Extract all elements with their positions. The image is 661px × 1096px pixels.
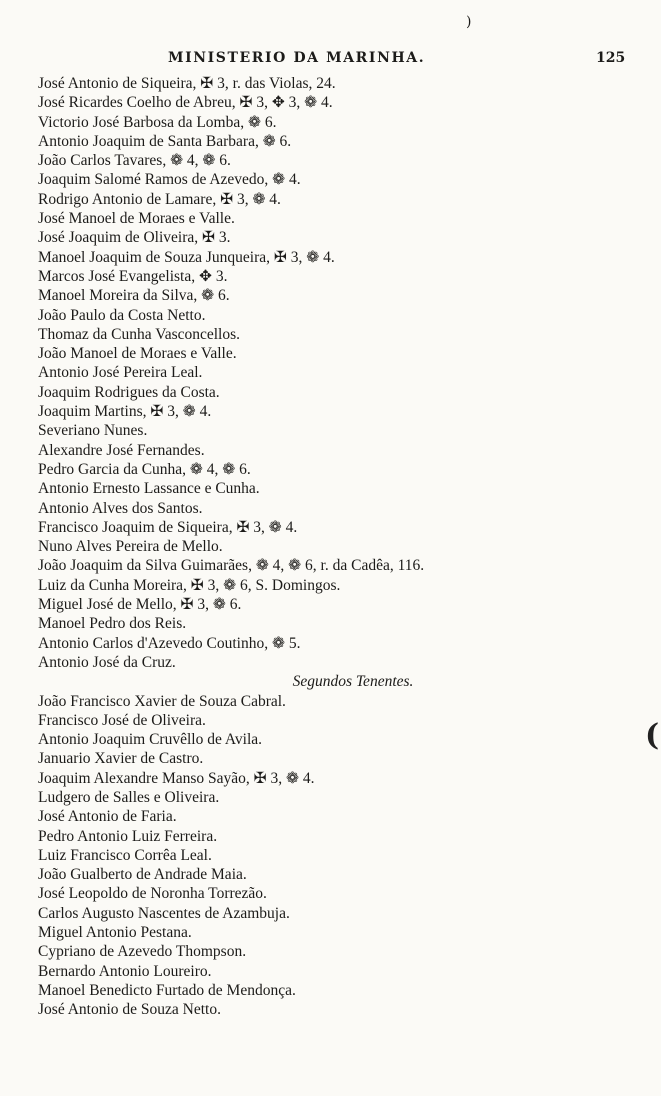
list-item: Rodrigo Antonio de Lamare, ✠ 3, ❁ 4. xyxy=(38,190,281,208)
list-item: Januario Xavier de Castro. xyxy=(38,750,204,768)
list-item: Antonio José da Cruz. xyxy=(38,653,176,671)
list-item: Alexandre José Fernandes. xyxy=(38,441,205,459)
list-item: Francisco José de Oliveira. xyxy=(38,711,206,729)
list-item: Joaquim Rodrigues da Costa. xyxy=(38,383,220,401)
list-item: Antonio Ernesto Lassance e Cunha. xyxy=(38,480,260,498)
list-item: Antonio Joaquim de Santa Barbara, ❁ 6. xyxy=(38,132,292,150)
list-item: José Antonio de Siqueira, ✠ 3, r. das Violas, 24. xyxy=(38,75,336,92)
list-item: João Francisco Xavier de Souza Cabral. xyxy=(38,692,286,710)
list-item: José Leopoldo de Noronha Torrezão. xyxy=(38,885,267,903)
page-header xyxy=(0,50,661,72)
list-item: José Manoel de Moraes e Valle. xyxy=(38,210,235,228)
list-item: José Antonio de Faria. xyxy=(38,808,177,826)
list-item: Thomaz da Cunha Vasconcellos. xyxy=(38,325,241,343)
running-title: MINISTERIO DA MARINHA. xyxy=(168,50,426,66)
list-item: José Ricardes Coelho de Abreu, ✠ 3, ✥ 3, ❁ 4. xyxy=(38,94,333,112)
margin-mark: ( xyxy=(645,718,660,753)
list-item: Marcos José Evangelista, ✥ 3. xyxy=(38,267,228,285)
list-item: Miguel Antonio Pestana. xyxy=(38,924,192,942)
officer-list xyxy=(38,74,638,1020)
list-item: João Carlos Tavares, ❁ 4, ❁ 6. xyxy=(38,152,231,170)
list-item: Cypriano de Azevedo Thompson. xyxy=(38,943,247,961)
list-item: Pedro Antonio Luiz Ferreira. xyxy=(38,827,218,845)
list-item: Manoel Pedro dos Reis. xyxy=(38,615,187,633)
list-item: José Antonio de Souza Netto. xyxy=(38,1001,221,1019)
list-item: Carlos Augusto Nascentes de Azambuja. xyxy=(38,904,290,922)
list-item: Luiz da Cunha Moreira, ✠ 3, ❁ 6, S. Domingos. xyxy=(38,576,341,594)
list-item: Joaquim Alexandre Manso Sayão, ✠ 3, ❁ 4. xyxy=(38,769,315,787)
list-item: Victorio José Barbosa da Lomba, ❁ 6. xyxy=(38,113,277,131)
list-item: Manoel Joaquim de Souza Junqueira, ✠ 3, ❁ 4. xyxy=(38,248,335,266)
list-item: João Manoel de Moraes e Valle. xyxy=(38,345,237,363)
list-item: Antonio José Pereira Leal. xyxy=(38,364,203,382)
list-item: Manoel Moreira da Silva, ❁ 6. xyxy=(38,287,230,305)
page-number: 125 xyxy=(596,50,626,66)
list-item: Luiz Francisco Corrêa Leal. xyxy=(38,846,212,864)
list-item: Ludgero de Salles e Oliveira. xyxy=(38,788,220,806)
section-heading: Segundos Tenentes. xyxy=(292,673,414,691)
list-item: João Gualberto de Andrade Maia. xyxy=(38,866,247,884)
list-item: Antonio Alves dos Santos. xyxy=(38,499,203,517)
list-item: Miguel José de Mello, ✠ 3, ❁ 6. xyxy=(38,596,242,614)
list-item: José Joaquim de Oliveira, ✠ 3. xyxy=(38,229,231,247)
list-item: João Paulo da Costa Netto. xyxy=(38,306,206,324)
list-item: João Joaquim da Silva Guimarães, ❁ 4, ❁ 6, r. da Cadêa, 116. xyxy=(38,557,425,575)
list-item: Pedro Garcia da Cunha, ❁ 4, ❁ 6. xyxy=(38,460,251,478)
list-item: Nuno Alves Pereira de Mello. xyxy=(38,538,223,556)
list-item: Joaquim Martins, ✠ 3, ❁ 4. xyxy=(38,403,212,421)
corner-mark: ) xyxy=(466,14,472,30)
list-item: Bernardo Antonio Loureiro. xyxy=(38,962,212,980)
list-item: Joaquim Salomé Ramos de Azevedo, ❁ 4. xyxy=(38,171,301,189)
list-item: Antonio Carlos d'Azevedo Coutinho, ❁ 5. xyxy=(38,634,301,652)
list-item: Francisco Joaquim de Siqueira, ✠ 3, ❁ 4. xyxy=(38,518,298,536)
list-item: Manoel Benedicto Furtado de Mendonça. xyxy=(38,981,296,999)
list-item: Severiano Nunes. xyxy=(38,422,148,440)
list-item: Antonio Joaquim Cruvêllo de Avila. xyxy=(38,731,263,749)
